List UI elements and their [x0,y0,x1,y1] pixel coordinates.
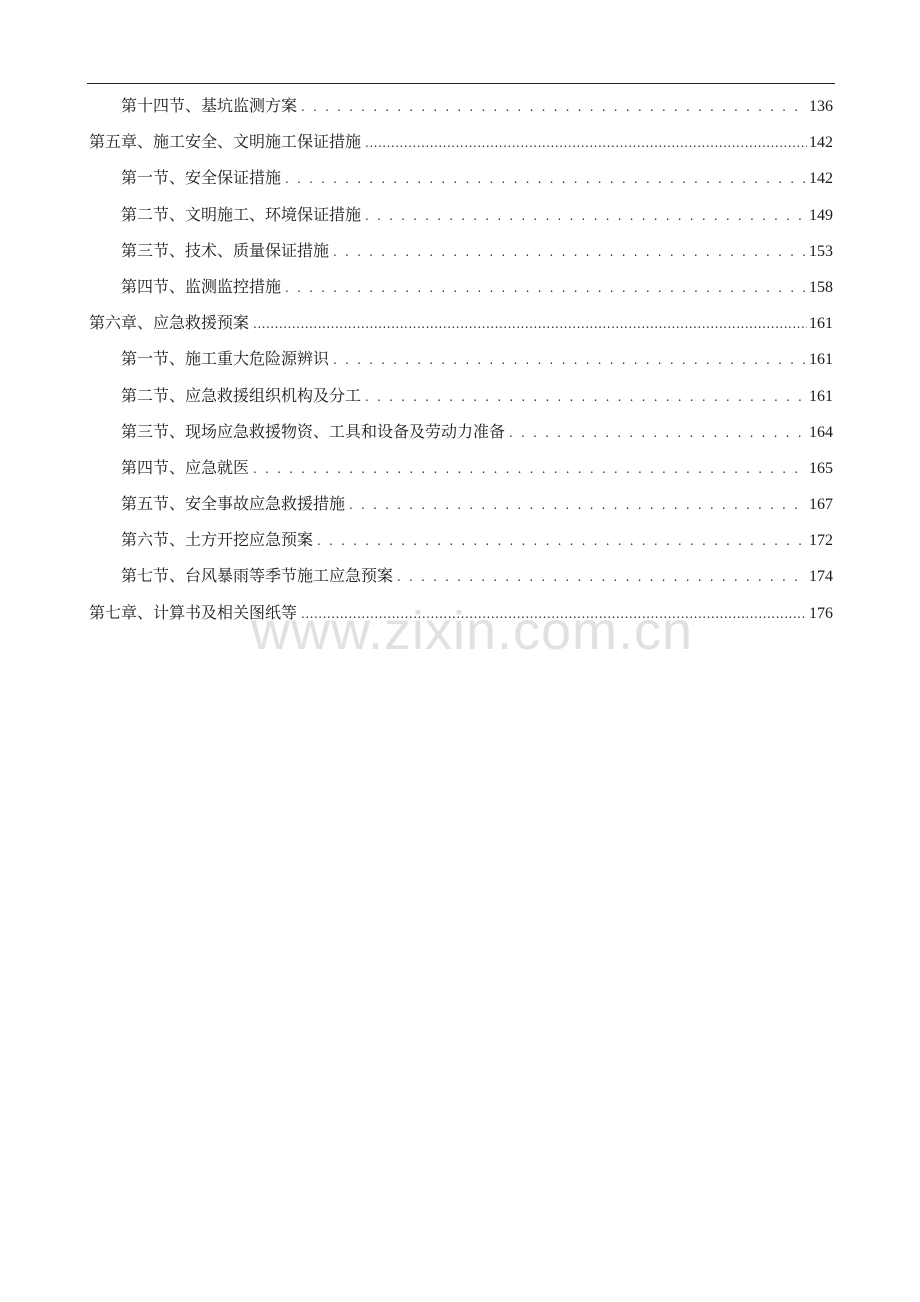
toc-section-entry[interactable] [89,378,833,414]
toc-dot-leader [285,161,807,197]
toc-page-number: 158 [809,278,833,296]
toc-dot-leader [317,523,807,559]
toc-entry-title: 第三节、现场应急救援物资、工具和设备及劳动力准备 [121,421,506,441]
toc-entry-title: 第四节、应急就医 [121,457,250,477]
toc-section-entry[interactable] [89,486,833,522]
toc-section-entry[interactable] [89,450,833,486]
toc-entry-title: 第一节、安全保证措施 [121,168,282,188]
toc-entry-title: 第一节、施工重大危险源辨识 [121,349,330,369]
toc-dot-leader [365,125,807,161]
toc-dot-leader [365,198,807,234]
toc-page-number: 142 [809,170,833,188]
toc-page-number: 172 [809,532,833,550]
toc-section-entry[interactable] [89,197,833,233]
toc-entry-title: 第二节、应急救援组织机构及分工 [121,385,362,405]
toc-entry-title: 第六节、土方开挖应急预案 [121,530,314,550]
toc-chapter-entry[interactable] [89,305,833,341]
toc-page-number: 153 [809,242,833,260]
toc-entry-title: 第七章、计算书及相关图纸等 [89,602,298,622]
toc-page-number: 164 [809,423,833,441]
table-of-contents [89,88,833,631]
toc-entry-title: 第十四节、基坑监测方案 [121,96,298,115]
toc-dot-leader [333,234,807,270]
toc-page-number: 136 [809,98,833,115]
toc-dot-leader [253,451,807,487]
header-rule [87,83,835,84]
toc-dot-leader [333,342,807,378]
toc-entry-title: 第七节、台风暴雨等季节施工应急预案 [121,566,394,586]
toc-entry-title: 第六章、应急救援预案 [89,313,250,333]
toc-page-number: 174 [809,568,833,586]
toc-chapter-entry[interactable] [89,124,833,160]
toc-section-entry[interactable] [89,558,833,594]
toc-dot-leader [349,487,807,523]
toc-entry-title: 第五节、安全事故应急救援措施 [121,494,346,514]
toc-entry-title: 第二节、文明施工、环境保证措施 [121,204,362,224]
toc-page-number: 165 [809,459,833,477]
toc-section-entry[interactable] [89,414,833,450]
toc-entry-title: 第五章、施工安全、文明施工保证措施 [89,132,362,152]
toc-page-number: 161 [809,387,833,405]
toc-dot-leader [365,379,807,415]
toc-dot-leader [397,559,807,595]
toc-entry-title: 第四节、监测监控措施 [121,276,282,296]
toc-dot-leader [509,415,807,451]
toc-section-entry[interactable] [89,522,833,558]
toc-dot-leader [301,596,807,632]
toc-page-number: 149 [809,206,833,224]
toc-page-number: 161 [809,351,833,369]
toc-section-entry[interactable] [89,160,833,196]
toc-chapter-entry[interactable] [89,595,833,631]
watermark: www.zixin.com.cn [250,601,694,661]
toc-page-number: 167 [809,496,833,514]
toc-section-entry[interactable] [89,269,833,305]
toc-section-entry[interactable] [89,88,833,124]
toc-page-number: 142 [809,134,833,152]
toc-dot-leader [301,89,807,125]
toc-page-number: 161 [809,315,833,333]
toc-entry-title: 第三节、技术、质量保证措施 [121,240,330,260]
toc-dot-leader [253,306,807,342]
toc-dot-leader [285,270,807,306]
toc-section-entry[interactable] [89,341,833,377]
toc-page-number: 176 [809,604,833,622]
toc-section-entry[interactable] [89,233,833,269]
